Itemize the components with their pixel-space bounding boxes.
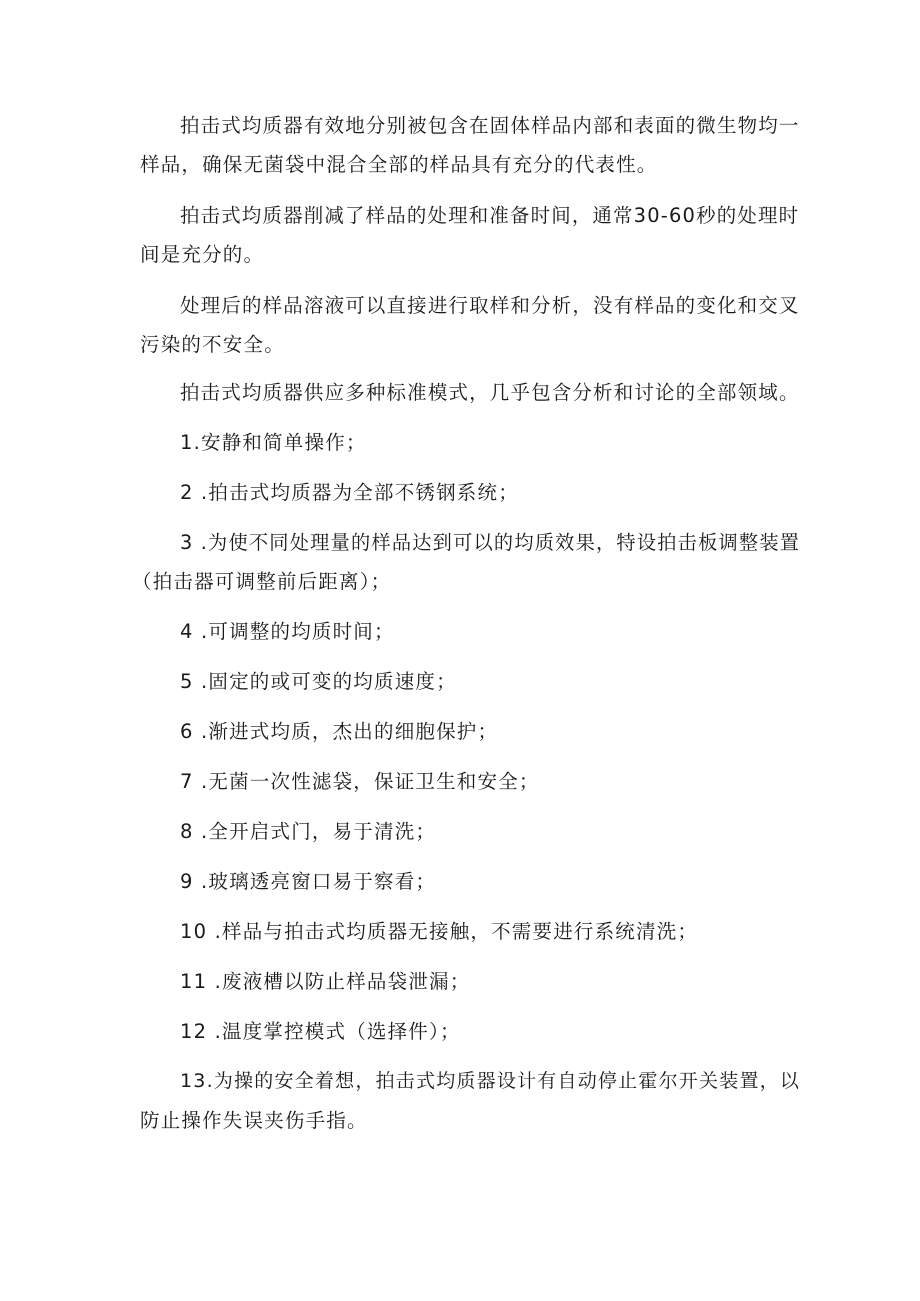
list-item-11: 11 .废液槽以防止样品袋泄漏；	[180, 970, 471, 993]
list-item-13-line-2: 防止操作失误夹伤手指。	[140, 1109, 368, 1132]
list-item-4: 4 .可调整的均质时间；	[180, 620, 395, 643]
list-item-9: 9 .玻璃透亮窗口易于察看；	[180, 870, 437, 893]
list-item-1: 1.安静和简单操作；	[180, 431, 367, 454]
list-item-7: 7 .无菌一次性滤袋，保证卫生和安全；	[180, 770, 540, 793]
paragraph-1-line-2: 样品，确保无菌袋中混合全部的样品具有充分的代表性。	[140, 153, 658, 176]
list-item-6: 6 .渐进式均质，杰出的细胞保护；	[180, 720, 499, 743]
paragraph-2-line-2: 间是充分的。	[140, 243, 265, 266]
list-item-8: 8 .全开启式门，易于清洗；	[180, 820, 437, 843]
list-item-3-line-1: 3 .为使不同处理量的样品达到可以的均质效果，特设拍击板调整装置	[180, 531, 801, 554]
list-item-2: 2 .拍击式均质器为全部不锈钢系统；	[180, 481, 519, 504]
paragraph-1-line-1: 拍击式均质器有效地分别被包含在固体样品内部和表面的微生物均一	[180, 114, 800, 137]
paragraph-3-line-2: 污染的不安全。	[140, 333, 285, 356]
list-item-3-line-2: （拍击器可调整前后距离）；	[132, 570, 392, 593]
list-item-5: 5 .固定的或可变的均质速度；	[180, 670, 457, 693]
paragraph-2-line-1: 拍击式均质器削减了样品的处理和准备时间，通常30-60秒的处理时	[180, 204, 800, 227]
paragraph-4: 拍击式均质器供应多种标准模式，几乎包含分析和讨论的全部领域。	[180, 381, 800, 404]
paragraph-3-line-1: 处理后的样品溶液可以直接进行取样和分析，没有样品的变化和交叉	[180, 294, 800, 317]
list-item-10: 10 .样品与拍击式均质器无接触，不需要进行系统清洗；	[180, 920, 699, 943]
list-item-12: 12 .温度掌控模式（选择件）；	[180, 1020, 461, 1043]
list-item-13-line-1: 13.为操的安全着想，拍击式均质器设计有自动停止霍尔开关装置，以	[180, 1070, 801, 1092]
